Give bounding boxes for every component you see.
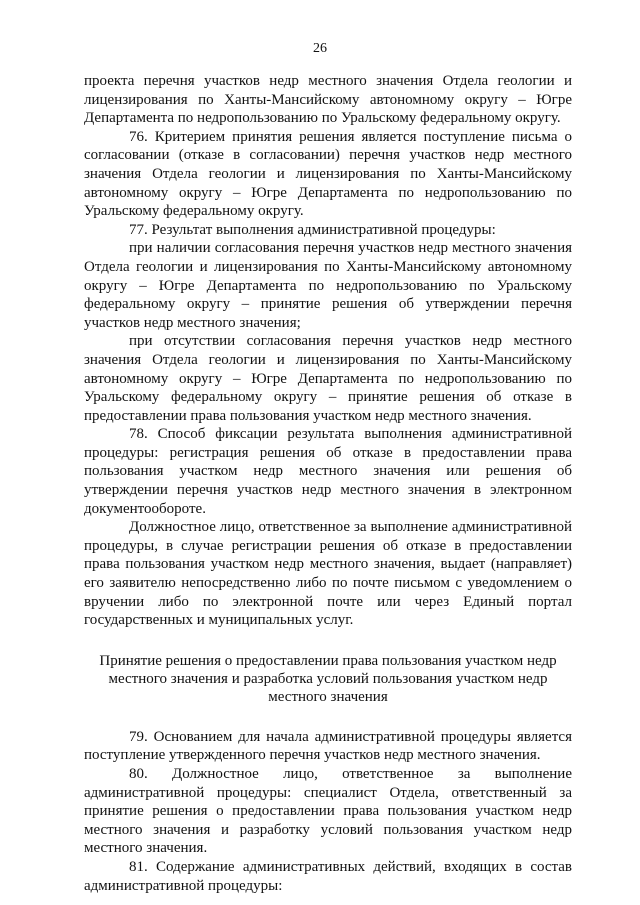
paragraph-76: 76. Критерием принятия решения является поступление письма о согласовании (отказе в согласовании) перечня участков недр местного значения Отдела геологии и лицензирования по Ханты-Мансийскому автономному округу – Югре Департамента по недропользованию по Уральскому федеральному округу. [84,128,572,220]
section-heading: Принятие решения о предоставлении права пользования участком недр местного значения и разработка условий пользования участком недр местного значения [99,652,557,705]
paragraph-77: 77. Результат выполнения административной процедуры: [129,221,496,238]
paragraph-80: 80. Должностное лицо, ответственное за выполнение административной процедуры: специалист Отдела, ответственный за принятие решения о предоставлении права пользования участком недр местного значения и разработку условий пользования участком недр местного значения. [84,766,572,857]
paragraph: Должностное лицо, ответственное за выполнение административной процедуры, в случае регистрации решения об отказе в предоставлении права пользования участком недр местного значения, выдает (направляет) его заявителю непосредственно либо по почте письмом с уведомлением о вручении либо по электронной почте или через Единый портал государственных и муниципальных услуг. [84,519,572,629]
paragraph: проекта перечня участков недр местного значения Отдела геологии и лицензирования по Ханты-Мансийскому автономному округу – Югре Департамента по недропользованию по Уральскому федеральному округу. [84,73,572,127]
page-number: 26 [313,41,327,56]
paragraph: при отсутствии согласования перечня участков недр местного значения Отдела геологии и лицензирования по Ханты-Мансийскому автономному округу – Югре Департамента по недропользованию по Уральскому федеральному округу – принятие решения об отказе в предоставлении права пользования участком недр местного значения. [84,333,572,424]
paragraph-78: 78. Способ фиксации результата выполнения административной процедуры: регистрация решения об отказе в предоставлении права пользования участком недр местного значения или решения об утверждении перечня участков недр местного значения в электронном документообороте. [84,426,572,517]
paragraph-81: 81. Содержание административных действий, входящих в состав административной процедуры: [84,858,572,894]
paragraph: при наличии согласования перечня участков недр местного значения Отдела геологии и лицензирования по Ханты-Мансийскому автономному округу – Югре Департамента по недропользованию по Уральскому федеральному округу – принятие решения об утверждении перечня участков недр местного значения; [84,240,572,331]
document-body [84,72,572,895]
paragraph-79: 79. Основанием для начала административной процедуры является поступление утвержденного перечня участков недр местного значения. [84,728,572,764]
